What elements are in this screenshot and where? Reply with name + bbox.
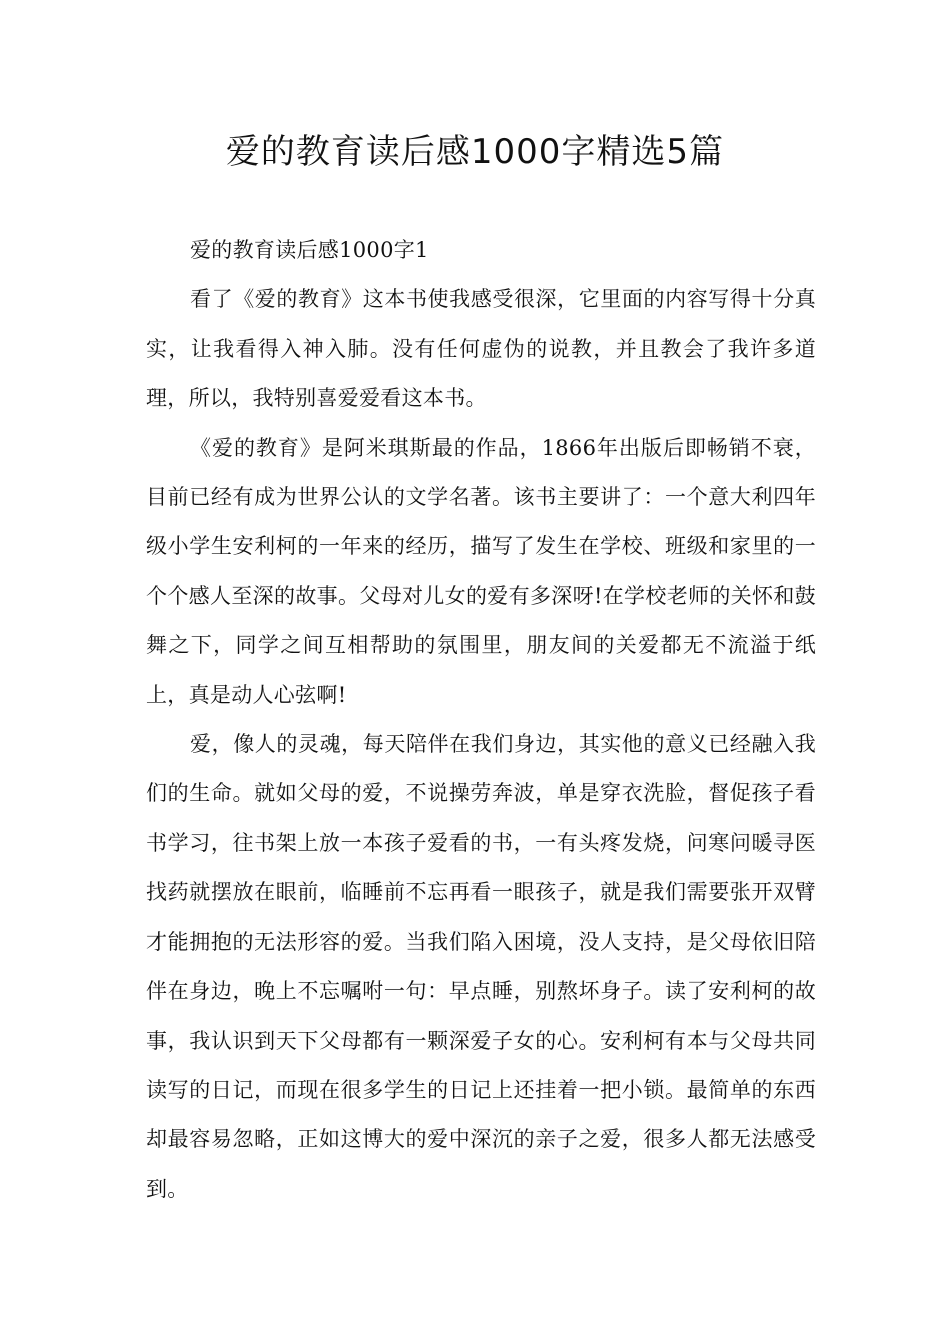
paragraph-3: 爱，像人的灵魂，每天陪伴在我们身边，其实他的意义已经融入我们的生命。就如父母的爱，不说操劳奔波，单是穿衣洗脸，督促孩子看书学习，往书架上放一本孩子爱看的书，一有头疼发烧，问寒问暖寻医找药就摆放在眼前，临睡前不忘再看一眼孩子，就是我们需要张开双臂才能拥抱的无法形容的爱。当我们陷入困境，没人支持，是父母依旧陪伴在身边，晚上不忘嘱咐一句：早点睡，别熬坏身子。读了安利柯的故事，我认识到天下父母都有一颗深爱子女的心。安利柯有本与父母共同读写的日记，而现在很多学生的日记上还挂着一把小锁。最简单的东西却最容易忽略，正如这博大的爱中深沉的亲子之爱，很多人都无法感受到。 [146,732,816,1201]
paragraph-2: 《爱的教育》是阿米琪斯最的作品，1866年出版后即畅销不衰，目前已经有成为世界公认的文学名著。该书主要讲了：一个意大利四年级小学生安利柯的一年来的经历，描写了发生在学校、班级和家里的一个个感人至深的故事。父母对儿女的爱有多深呀!在学校老师的关怀和鼓舞之下，同学之间互相帮助的氛围里，朋友间的关爱都无不流溢于纸上，真是动人心弦啊! [146,435,816,707]
paragraph-1: 看了《爱的教育》这本书使我感受很深，它里面的内容写得十分真实，让我看得入神入肺。没有任何虚伪的说教，并且教会了我许多道理，所以，我特别喜爱爱看这本书。 [146,287,816,411]
section-heading: 爱的教育读后感1000字1 [190,238,429,262]
document-body [146,226,816,1214]
document-title: 爱的教育读后感1000字精选5篇 [225,132,725,172]
